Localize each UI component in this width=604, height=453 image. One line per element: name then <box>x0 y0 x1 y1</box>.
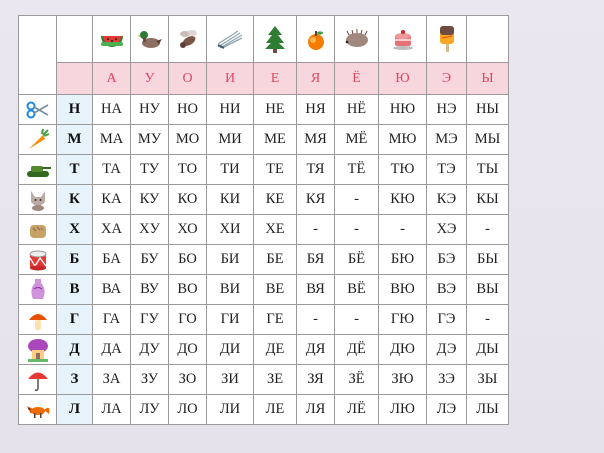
syllable-cell: ТЭ <box>427 155 467 185</box>
consonant-header: Б <box>57 245 93 275</box>
syllable-cell: ЗЭ <box>427 365 467 395</box>
row-picture-cell <box>19 395 57 425</box>
syllable-cell: - <box>467 215 509 245</box>
consonant-header: К <box>57 185 93 215</box>
vowel-row <box>19 63 509 95</box>
house-icon <box>19 337 56 363</box>
syllable-cell: КЫ <box>467 185 509 215</box>
syllable-cell: ЛЯ <box>297 395 335 425</box>
table-row <box>19 95 509 125</box>
syllable-cell: БЁ <box>335 245 379 275</box>
consonant-header: Н <box>57 95 93 125</box>
table-row <box>19 275 509 305</box>
umbrella-icon <box>19 368 56 392</box>
syllable-cell: ЛА <box>93 395 131 425</box>
syllable-cell: МЕ <box>254 125 297 155</box>
table-row <box>19 305 509 335</box>
consonant-header: Д <box>57 335 93 365</box>
vowel-header: Э <box>427 63 467 95</box>
syllable-cell: ДЁ <box>335 335 379 365</box>
syllable-cell: ЗЁ <box>335 365 379 395</box>
row-picture-cell <box>19 335 57 365</box>
picture-cell <box>335 16 379 63</box>
syllable-cell: ГЭ <box>427 305 467 335</box>
syllable-cell: ЛУ <box>131 395 169 425</box>
syllable-cell: КЭ <box>427 185 467 215</box>
syllable-cell: ЛЫ <box>467 395 509 425</box>
syllable-cell: ТЫ <box>467 155 509 185</box>
tank-icon <box>19 161 56 179</box>
table-row <box>19 155 509 185</box>
syllable-cell: ДЯ <box>297 335 335 365</box>
hedgehog-icon <box>335 29 378 49</box>
corner-cell <box>57 63 93 95</box>
table-row <box>19 125 509 155</box>
syllable-cell: ГО <box>169 305 207 335</box>
scissors-icon <box>19 100 56 120</box>
syllable-cell: НА <box>93 95 131 125</box>
syllable-cell: ЗЫ <box>467 365 509 395</box>
syllable-cell: КУ <box>131 185 169 215</box>
syllable-cell: ЛЮ <box>379 395 427 425</box>
table-row <box>19 365 509 395</box>
syllable-cell: ГЮ <box>379 305 427 335</box>
syllable-cell: ХА <box>93 215 131 245</box>
syllable-cell: ТЯ <box>297 155 335 185</box>
vowel-header: У <box>131 63 169 95</box>
syllable-cell: БЯ <box>297 245 335 275</box>
picture-cell <box>254 16 297 63</box>
picture-cell <box>467 16 509 63</box>
syllable-table <box>18 15 509 425</box>
syllable-cell: БЕ <box>254 245 297 275</box>
syllable-cell: БА <box>93 245 131 275</box>
syllable-cell: ЛЁ <box>335 395 379 425</box>
syllable-cell: КЮ <box>379 185 427 215</box>
syllable-cell: ВО <box>169 275 207 305</box>
syllable-cell: ЛО <box>169 395 207 425</box>
syllable-cell: ТЮ <box>379 155 427 185</box>
duck-icon <box>131 27 168 51</box>
row-picture-cell <box>19 305 57 335</box>
corner-cell <box>19 16 57 95</box>
syllable-cell: ХУ <box>131 215 169 245</box>
syllable-cell: ТЕ <box>254 155 297 185</box>
syllable-cell: НУ <box>131 95 169 125</box>
table-row <box>19 335 509 365</box>
syllable-cell: ДА <box>93 335 131 365</box>
syllable-cell: НЮ <box>379 95 427 125</box>
syllable-cell: ДЭ <box>427 335 467 365</box>
table-row <box>19 245 509 275</box>
syllable-cell: БЫ <box>467 245 509 275</box>
eskimo-ice-cream-icon <box>427 24 466 54</box>
syllable-cell: ХЕ <box>254 215 297 245</box>
syllable-cell: ДЫ <box>467 335 509 365</box>
syllable-cell: ХИ <box>207 215 254 245</box>
picture-cell <box>379 16 427 63</box>
syllable-cell: КЕ <box>254 185 297 215</box>
corner-cell <box>57 16 93 63</box>
syllable-cell: КИ <box>207 185 254 215</box>
jelly-dessert-icon <box>379 27 426 51</box>
table-row <box>19 215 509 245</box>
picture-row <box>19 16 509 63</box>
picture-cell <box>93 16 131 63</box>
syllable-cell: - <box>335 185 379 215</box>
table-row <box>19 395 509 425</box>
vowel-header: Ю <box>379 63 427 95</box>
consonant-header: Г <box>57 305 93 335</box>
syllable-cell: БЭ <box>427 245 467 275</box>
vowel-header: Ё <box>335 63 379 95</box>
syllable-cell: НЕ <box>254 95 297 125</box>
syllable-cell: БУ <box>131 245 169 275</box>
syllable-cell: МЫ <box>467 125 509 155</box>
syllable-cell: ЛИ <box>207 395 254 425</box>
syllable-cell: ДЕ <box>254 335 297 365</box>
picture-cell <box>169 16 207 63</box>
syllable-cell: ДИ <box>207 335 254 365</box>
picture-cell <box>427 16 467 63</box>
row-picture-cell <box>19 215 57 245</box>
syllable-cell: - <box>335 215 379 245</box>
row-picture-cell <box>19 365 57 395</box>
syllable-cell: ЛЕ <box>254 395 297 425</box>
syllable-cell: БО <box>169 245 207 275</box>
syllable-cell: - <box>297 305 335 335</box>
table-row <box>19 185 509 215</box>
syllable-cell: ВЮ <box>379 275 427 305</box>
vowel-header: Ы <box>467 63 509 95</box>
syllable-cell: НЁ <box>335 95 379 125</box>
syllable-cell: ВИ <box>207 275 254 305</box>
syllable-cell: ТА <box>93 155 131 185</box>
row-picture-cell <box>19 275 57 305</box>
syllable-cell: МО <box>169 125 207 155</box>
syllable-cell: ЗИ <box>207 365 254 395</box>
consonant-header: З <box>57 365 93 395</box>
syllable-cell: БИ <box>207 245 254 275</box>
syllable-cell: ГА <box>93 305 131 335</box>
picture-cell <box>297 16 335 63</box>
syllable-cell: ЗО <box>169 365 207 395</box>
syllable-cell: ВЕ <box>254 275 297 305</box>
syllable-cell: ХО <box>169 215 207 245</box>
syllable-cell: ВЭ <box>427 275 467 305</box>
fox-icon <box>19 400 56 420</box>
consonant-header: Х <box>57 215 93 245</box>
syllable-cell: МЮ <box>379 125 427 155</box>
vowel-header: Е <box>254 63 297 95</box>
vowel-header: А <box>93 63 131 95</box>
syllable-cell: - <box>335 305 379 335</box>
row-picture-cell <box>19 125 57 155</box>
syllable-cell: МИ <box>207 125 254 155</box>
syllable-cell: ДУ <box>131 335 169 365</box>
syllable-cell: ДО <box>169 335 207 365</box>
row-picture-cell <box>19 155 57 185</box>
syllable-cell: ТИ <box>207 155 254 185</box>
vowel-header: И <box>207 63 254 95</box>
row-picture-cell <box>19 95 57 125</box>
syllable-cell: ЗЮ <box>379 365 427 395</box>
syllable-cell: ВУ <box>131 275 169 305</box>
row-picture-cell <box>19 185 57 215</box>
syllable-cell: КЯ <box>297 185 335 215</box>
syllable-cell: БЮ <box>379 245 427 275</box>
syllable-cell: - <box>379 215 427 245</box>
syllable-cell: ВЫ <box>467 275 509 305</box>
syllable-cell: ТЁ <box>335 155 379 185</box>
syllable-cell: ТО <box>169 155 207 185</box>
vowel-header: О <box>169 63 207 95</box>
consonant-header: В <box>57 275 93 305</box>
bread-icon <box>19 219 56 241</box>
syllable-cell: МЁ <box>335 125 379 155</box>
syllable-cell: НИ <box>207 95 254 125</box>
syllable-cell: НЯ <box>297 95 335 125</box>
apple-icon <box>297 27 334 51</box>
row-picture-cell <box>19 245 57 275</box>
watermelon-icon <box>93 28 130 50</box>
syllable-cell: ДЮ <box>379 335 427 365</box>
syllable-cell: - <box>297 215 335 245</box>
mushroom-icon <box>19 308 56 332</box>
syllable-cell: ЗЕ <box>254 365 297 395</box>
consonant-header: Л <box>57 395 93 425</box>
syllable-cell: НЫ <box>467 95 509 125</box>
syllable-cell: ВЯ <box>297 275 335 305</box>
syllable-cell: ВЁ <box>335 275 379 305</box>
picture-cell <box>207 16 254 63</box>
drum-icon <box>19 248 56 272</box>
wasp-icon <box>169 27 206 51</box>
syllable-cell: КА <box>93 185 131 215</box>
syllable-cell: МЯ <box>297 125 335 155</box>
syllable-cell: - <box>467 305 509 335</box>
syllable-cell: ЗУ <box>131 365 169 395</box>
consonant-header: М <box>57 125 93 155</box>
syllable-cell: ЗЯ <box>297 365 335 395</box>
syllable-cell: МУ <box>131 125 169 155</box>
syllable-cell: ГЕ <box>254 305 297 335</box>
syllable-cell: ВА <box>93 275 131 305</box>
syllable-cell: ГУ <box>131 305 169 335</box>
syllable-cell: МЭ <box>427 125 467 155</box>
needles-icon <box>207 29 253 49</box>
fir-tree-icon <box>254 25 296 53</box>
syllable-cell: МА <box>93 125 131 155</box>
syllable-cell: ХЭ <box>427 215 467 245</box>
syllable-cell: ГИ <box>207 305 254 335</box>
syllable-cell: КО <box>169 185 207 215</box>
syllable-cell: ЛЭ <box>427 395 467 425</box>
vase-icon <box>19 277 56 303</box>
cat-icon <box>19 188 56 212</box>
syllable-cell: ТУ <box>131 155 169 185</box>
carrot-icon <box>19 128 56 152</box>
syllable-cell: ЗА <box>93 365 131 395</box>
vowel-header: Я <box>297 63 335 95</box>
picture-cell <box>131 16 169 63</box>
syllable-cell: НЭ <box>427 95 467 125</box>
syllable-cell: НО <box>169 95 207 125</box>
consonant-header: Т <box>57 155 93 185</box>
